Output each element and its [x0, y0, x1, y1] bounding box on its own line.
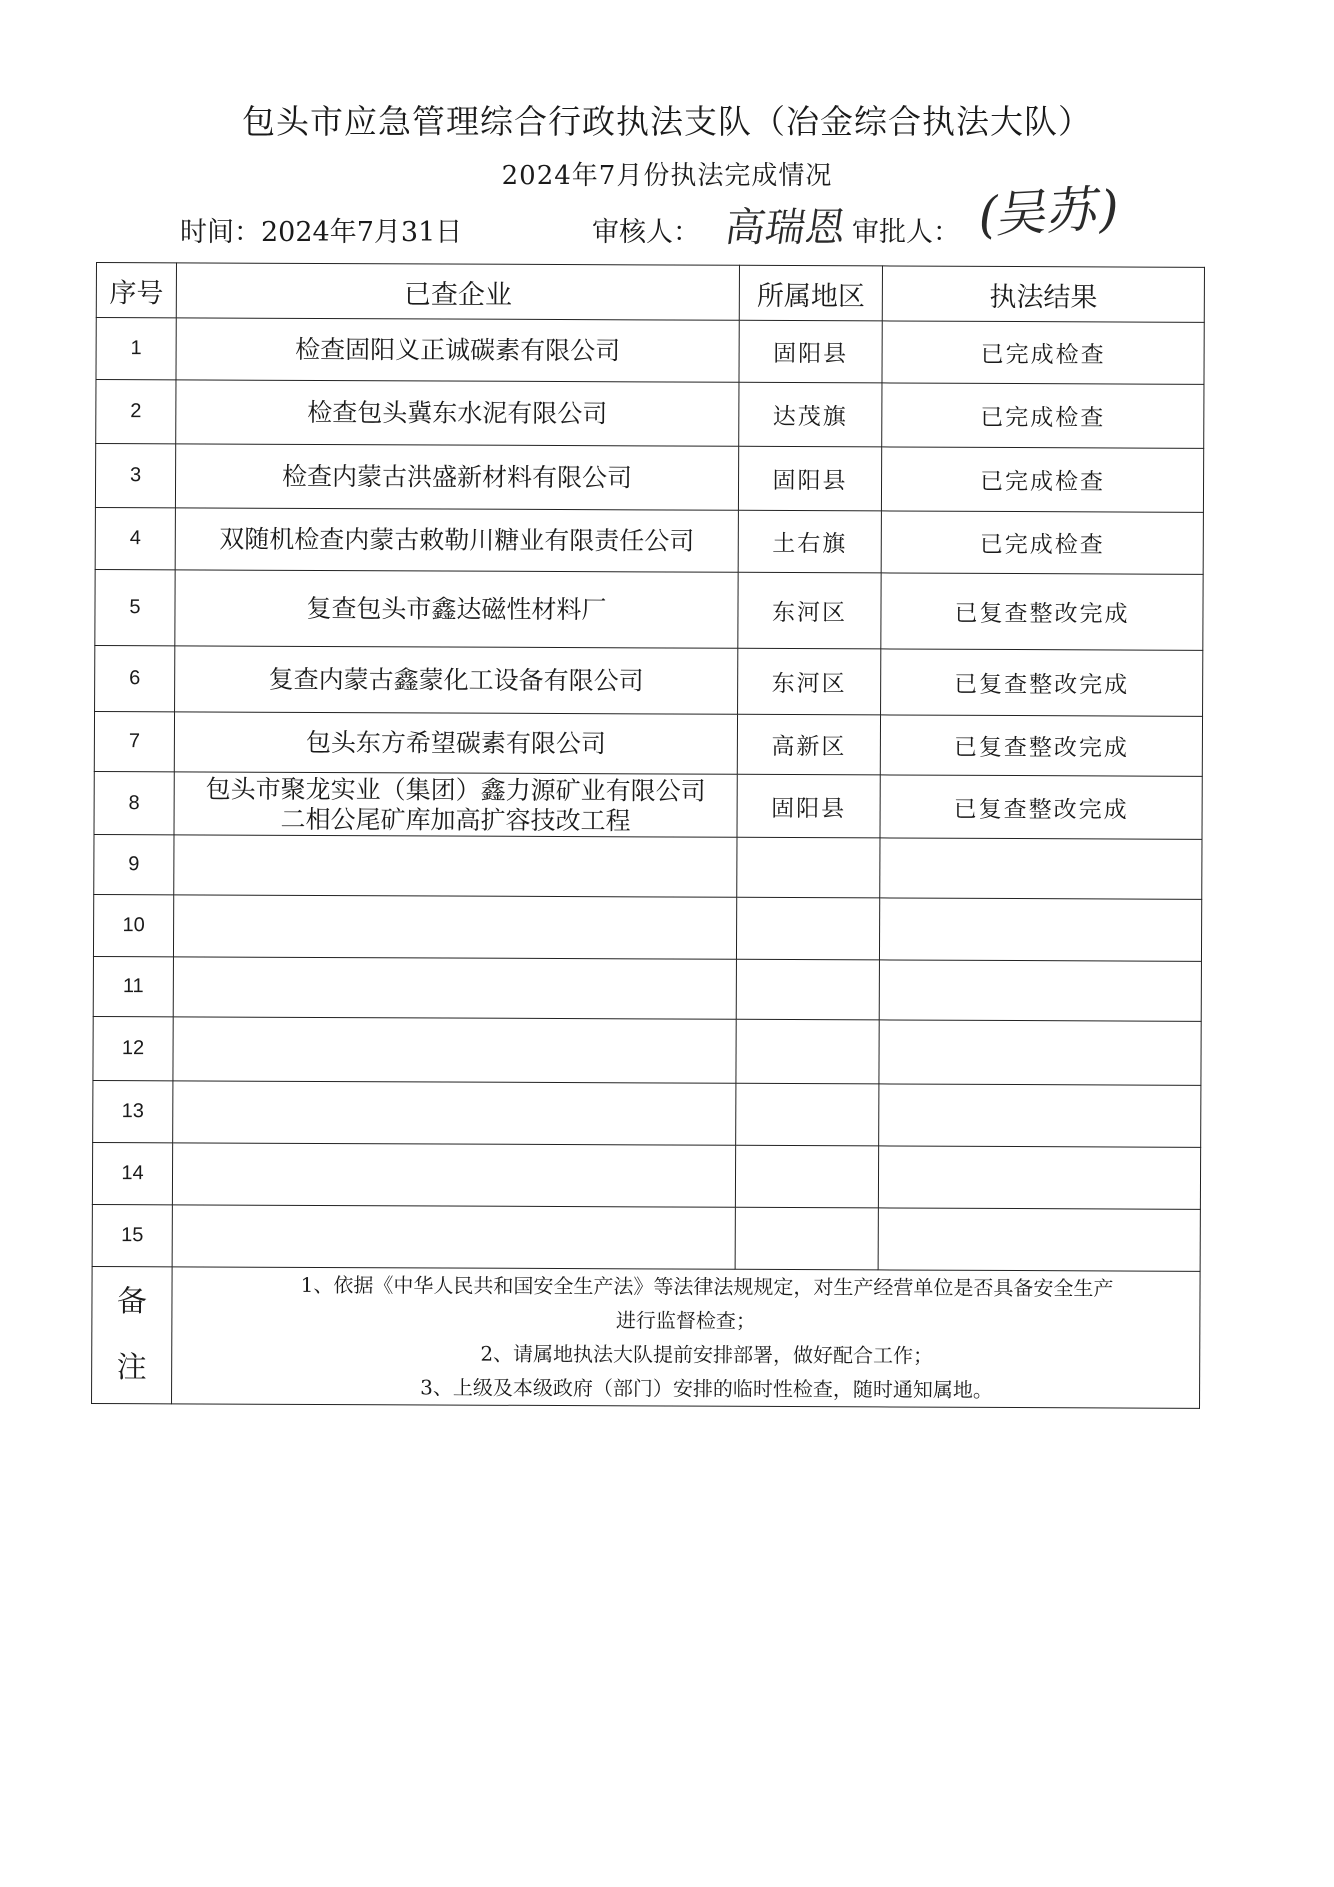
- row-seq: 15: [92, 1204, 172, 1266]
- remarks-text: [172, 1267, 1201, 1408]
- table-row: [96, 318, 1204, 385]
- row-area: [735, 1207, 878, 1270]
- row-company-line: 双随机检查内蒙古敕勒川糖业有限责任公司: [219, 524, 695, 556]
- table-row: [96, 380, 1204, 449]
- row-company-line-2: 二相公尾矿库加高扩容技改工程: [280, 804, 631, 836]
- row-company-line: [174, 1049, 736, 1051]
- row-result: 已完成检查: [881, 447, 1203, 512]
- table-row: [95, 507, 1203, 574]
- row-company: [176, 380, 739, 446]
- row-area: 东河区: [738, 572, 881, 649]
- table-row: [93, 956, 1201, 1021]
- row-area: 高新区: [737, 714, 880, 775]
- row-company: [172, 1143, 735, 1207]
- date-label: 时间：2024年7月31日: [180, 217, 463, 248]
- row-company-line: 复查包头市鑫达磁性材料厂: [306, 593, 607, 624]
- row-company-line: [174, 987, 736, 989]
- row-area: [735, 1145, 878, 1208]
- row-seq: 10: [93, 894, 173, 956]
- row-area: 固阳县: [739, 320, 882, 383]
- row-area: 东河区: [738, 648, 881, 715]
- row-company: [173, 895, 736, 959]
- remarks-label-char-1: 备: [116, 1284, 148, 1320]
- table-row: [93, 1080, 1201, 1147]
- row-area: [736, 1019, 879, 1084]
- row-result: [879, 1084, 1201, 1147]
- row-company-line: [174, 926, 736, 928]
- row-company: [175, 570, 738, 648]
- row-result: [878, 1146, 1200, 1209]
- row-result: 已复查整改完成: [880, 715, 1202, 776]
- row-seq: 12: [93, 1016, 173, 1080]
- approver-label: 审批人：: [852, 217, 960, 248]
- row-result: 已完成检查: [882, 383, 1204, 448]
- row-company: [174, 835, 737, 897]
- row-company: [173, 957, 736, 1019]
- table-row: [95, 645, 1203, 716]
- row-seq: 9: [94, 834, 174, 894]
- row-result: 已完成检查: [881, 511, 1203, 574]
- row-company: [174, 772, 737, 837]
- row-company-line: 包头东方希望碳素有限公司: [305, 727, 606, 758]
- row-company: [172, 1205, 735, 1269]
- row-result: [878, 1208, 1200, 1271]
- row-area: 固阳县: [738, 446, 881, 511]
- remark-line-1-cont: 进行监督检查；: [615, 1308, 756, 1333]
- table-row: [95, 444, 1203, 513]
- row-area: [736, 959, 879, 1020]
- reviewer-label: 审核人：: [592, 217, 700, 248]
- row-result: 已复查整改完成: [881, 649, 1203, 716]
- row-company-line: 检查固阳义正诚碳素有限公司: [295, 334, 621, 365]
- table-row: [92, 1142, 1200, 1209]
- table-row: [94, 771, 1202, 839]
- row-seq: 7: [94, 711, 174, 771]
- row-area: [736, 897, 879, 960]
- document-title: 包头市应急管理综合行政执法支队（冶金综合执法大队）: [242, 102, 1092, 141]
- row-company: [173, 1017, 736, 1083]
- remark-line-1: 1、依据《中华人民共和国安全生产法》等法律法规规定，对生产经营单位是否具备安全生产: [300, 1272, 1114, 1301]
- row-result: [879, 1020, 1201, 1085]
- row-area: 达茂旗: [739, 382, 882, 447]
- row-company: [174, 712, 737, 774]
- row-area: [737, 837, 880, 898]
- table-header-row: [96, 263, 1204, 323]
- reviewer-signature: 高瑞恩: [722, 205, 849, 251]
- row-area: 固阳县: [737, 774, 880, 838]
- row-company-line: 检查内蒙古洪盛新材料有限公司: [281, 461, 633, 492]
- row-area: 土右旗: [738, 510, 881, 573]
- document-subtitle: 2024年7月份执法完成情况: [501, 161, 833, 191]
- table-row: [93, 1016, 1201, 1085]
- header-result: 执法结果: [882, 266, 1204, 322]
- approver-signature: (吴苏): [974, 179, 1124, 245]
- row-company: [175, 444, 738, 510]
- row-seq: 8: [94, 771, 174, 834]
- remarks-label: [92, 1266, 173, 1403]
- remark-line-3: 3、上级及本级政府（部门）安排的临时性检查，随时通知属地。: [420, 1375, 993, 1402]
- table-row: [92, 1204, 1200, 1271]
- row-company-line: [173, 1236, 735, 1238]
- remarks-row: [92, 1266, 1201, 1408]
- row-seq: 6: [95, 645, 175, 711]
- remark-line-2: 2、请属地执法大队提前安排部署，做好配合工作；: [480, 1341, 934, 1368]
- table-row: [94, 711, 1202, 776]
- row-company-line: [173, 1174, 735, 1176]
- row-company-line: [173, 1112, 735, 1114]
- row-area: [736, 1083, 879, 1146]
- enforcement-table: [91, 262, 1205, 1409]
- table-row: [95, 569, 1203, 650]
- row-seq: 1: [96, 318, 176, 380]
- row-company: [176, 318, 739, 382]
- row-company: [175, 646, 738, 714]
- row-result: 已复查整改完成: [881, 573, 1203, 650]
- row-result: [880, 838, 1202, 899]
- row-company-line: 检查包头冀东水泥有限公司: [307, 397, 608, 428]
- row-result: [879, 898, 1201, 961]
- row-company-line: 包头市聚龙实业（集团）鑫力源矿业有限公司: [205, 774, 706, 806]
- row-company: [175, 508, 738, 572]
- header-seq: 序号: [96, 263, 176, 318]
- row-company-line: 复查内蒙古鑫蒙化工设备有限公司: [268, 664, 644, 695]
- table-row: [93, 894, 1201, 961]
- row-company: [173, 1081, 736, 1145]
- row-seq: 13: [93, 1080, 173, 1142]
- row-result: 已完成检查: [882, 321, 1204, 384]
- row-seq: 14: [92, 1142, 172, 1204]
- table-row: [94, 834, 1202, 899]
- row-seq: 3: [95, 444, 175, 508]
- row-company-line: [174, 865, 736, 867]
- header-area: 所属地区: [739, 265, 882, 321]
- row-seq: 5: [95, 569, 175, 645]
- row-seq: 4: [95, 507, 175, 569]
- remarks-label-char-2: 注: [116, 1350, 147, 1386]
- row-result: 已复查整改完成: [880, 775, 1202, 839]
- row-result: [879, 960, 1201, 1021]
- row-seq: 11: [93, 956, 173, 1016]
- row-seq: 2: [96, 380, 176, 444]
- header-company: 已查企业: [176, 263, 739, 320]
